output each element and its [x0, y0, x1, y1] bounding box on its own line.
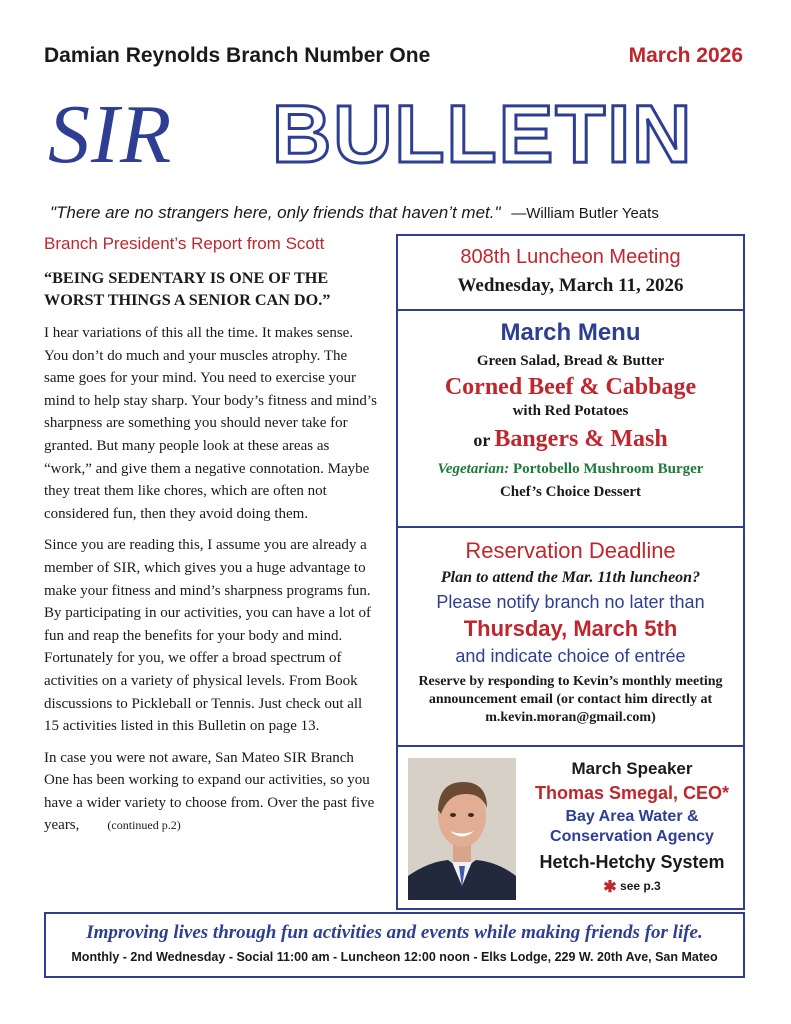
menu-alternative — [398, 426, 743, 453]
speaker-organization: Bay Area Water & Conservation Agency — [550, 808, 714, 845]
masthead-sir: SIR — [48, 88, 173, 181]
footer-info: Monthly - 2nd Wednesday - Social 11:00 am - Luncheon 12:00 noon - Elks Lodge, 229 W. 20th Ave, San Mateo — [71, 950, 718, 964]
report-paragraph: Since you are reading this, I assume you are already a member of SIR, which gives you a huge advantage to make your fitness and mind’s sharpness programs fun. By participating in our activities, you can have a lot of fun and reap the benefits for your body and mind. Fortunately for you, we offer a broad spectrum of activities on a variety of physical levels. From Book discussions to Pickleball or Tennis. Just check out all 15 activities listed in this Bulletin on page 13. — [44, 537, 371, 735]
speaker-note-text: see p.3 — [620, 879, 661, 893]
speaker-label: March Speaker — [571, 759, 693, 778]
report-title: Branch President’s Report from Scott — [44, 234, 325, 253]
menu-main-2: Bangers & Mash — [494, 426, 668, 452]
speaker-box — [396, 745, 745, 910]
branch-name: Damian Reynolds Branch Number One — [44, 44, 431, 67]
masthead-bulletin: BULLETIN — [272, 89, 694, 180]
report-paragraph — [44, 747, 380, 837]
speaker-topic: Hetch-Hetchy System — [539, 852, 725, 872]
veg-label: Vegetarian: — [437, 461, 510, 477]
issue-date: March 2026 — [628, 44, 743, 67]
reservation-deadline: Thursday, March 5th — [463, 616, 678, 641]
veg-item: Portobello Mushroom Burger — [512, 461, 704, 477]
speaker-note — [524, 877, 740, 897]
menu-starter: Green Salad, Bread & Butter — [476, 353, 665, 369]
luncheon-date: Wednesday, March 11, 2026 — [457, 275, 684, 296]
menu-title: March Menu — [500, 319, 641, 346]
menu-dessert: Chef’s Choice Dessert — [499, 484, 642, 500]
menu-main-1-side: with Red Potatoes — [512, 403, 629, 419]
president-report — [44, 234, 380, 846]
quote-author: —William Butler Yeats — [511, 205, 659, 222]
menu-main-1: Corned Beef & Cabbage — [444, 374, 697, 400]
footer-tagline: Improving lives through fun activities and events while making friends for life. — [86, 922, 703, 943]
reservation-question: Plan to attend the Mar. 11th luncheon? — [440, 569, 701, 586]
menu-vegetarian — [398, 461, 743, 478]
report-paragraph-text: In case you were not aware, San Mateo SIR Branch One has been working to expand our activities, so you have a wider variety to choose from. Over the past five years, — [44, 749, 375, 834]
menu-or: or — [473, 430, 491, 450]
asterisk-icon: ✱ — [603, 879, 617, 896]
speaker-photo — [408, 758, 516, 900]
speaker-info — [524, 759, 740, 897]
quote — [50, 203, 659, 223]
reservation-box — [396, 526, 745, 748]
reservation-title: Reservation Deadline — [465, 538, 676, 563]
masthead — [44, 86, 749, 186]
continued-link[interactable]: (continued p.2) — [107, 818, 181, 833]
report-headline: “BEING SEDENTARY IS ONE OF THE WORST THINGS A SENIOR CAN DO.” — [44, 269, 331, 309]
luncheon-title: 808th Luncheon Meeting — [460, 246, 681, 268]
footer — [44, 912, 745, 978]
luncheon-box — [396, 234, 745, 312]
menu-box — [396, 309, 745, 529]
reservation-details: Reserve by responding to Kevin’s monthly meeting announcement email (or contact him directly at m.kevin.moran@gmail.com) — [418, 674, 723, 725]
speaker-name: Thomas Smegal, CEO* — [534, 783, 730, 803]
reservation-choice: and indicate choice of entrée — [455, 646, 686, 666]
report-paragraph: I hear variations of this all the time. It makes sense. You don’t do much and your muscles atrophy. The same goes for your mind. You need to exercise your mind to help stay sharp. Your body’s fitness and mind’s sharpness are something you should never take for granted. But many people look at these areas as “work,” and give them a negative connotation. Maybe they treat them like chores, which are often not considered fun, then they avoid doing them. — [44, 325, 377, 522]
reservation-notify: Please notify branch no later than — [436, 592, 705, 612]
quote-text: "There are no strangers here, only friends that haven’t met." — [50, 203, 501, 222]
